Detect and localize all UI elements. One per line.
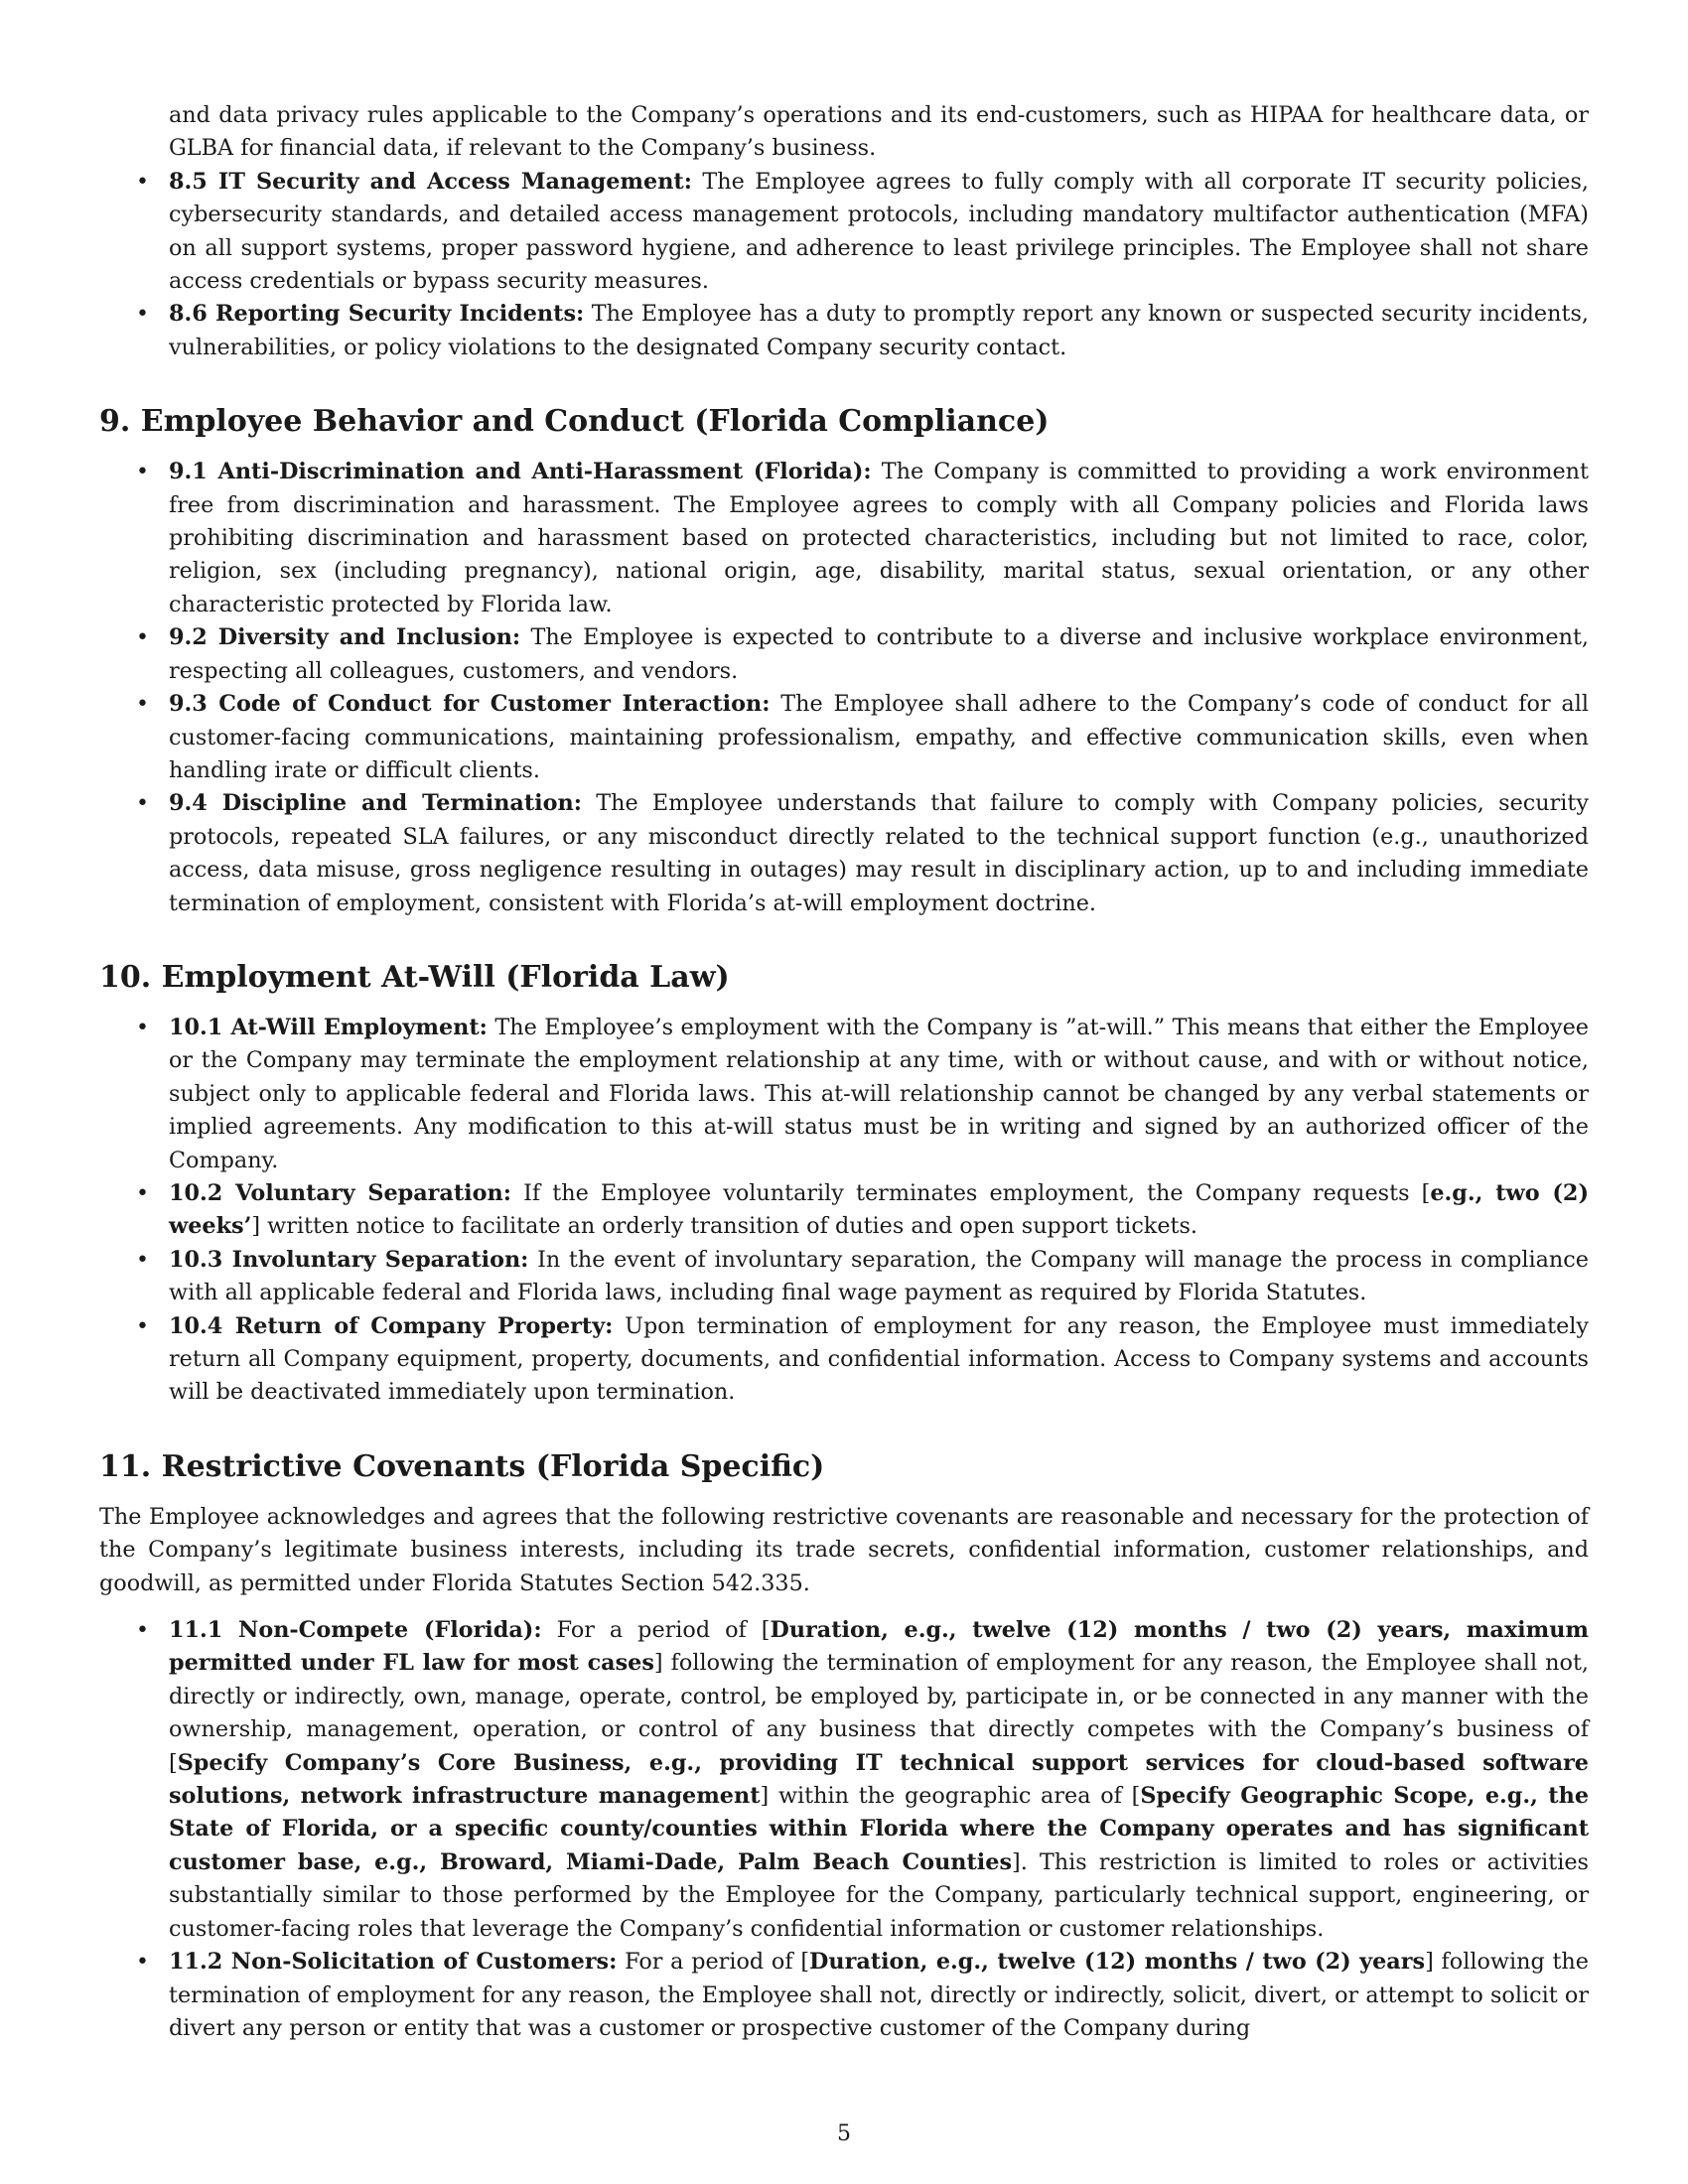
clause-text: Upon termination of employment for any reason, the Employee must immediately return all Company equipment, property, documents, and confidential information. Access to Company systems and accounts will be deactivated immediately upon termination. — [169, 1312, 1590, 1406]
clause-text: In the event of involuntary separation, the Company will manage the process in compliance with all applicable federal and Florida laws, including final wage payment as required by Florida Statutes. — [169, 1246, 1589, 1306]
section-11-intro: The Employee acknowledges and agrees that the following restrictive covenants are reasonable and necessary for the protection of the Company’s legitimate business interests, including its trade secrets, confidential information, customer relationships, and goodwill, as permitted under Florida Statutes Section 542.335. — [99, 1503, 1589, 1596]
clause-title: 10.3 Involuntary Separation: — [169, 1246, 529, 1273]
clause-10-2 — [99, 1177, 1589, 1244]
section-11-list — [99, 1614, 1589, 2045]
clause-text-cont: ] following the termination of employment for any reason, the Employee shall not, directly or indirectly, own, manage, operate, control, be employed by, participate in, or be connected in any manner with the ownership, management, operation, or control of any business that directly competes with the Company’s business of [ — [169, 1650, 1589, 1776]
clause-text: The Company is committed to providing a work environment free from discrimination and harassment. The Employee agrees to comply with all Company policies and Florida laws prohibiting discrimination and harassment based on protected characteristics, including but not limited to race, color, religion, sex (including pregnancy), national origin, age, disability, marital status, sexual orientation, or any other characteristic protected by Florida law. — [169, 459, 1590, 617]
clause-text: The Employee’s employment with the Company is ”at-will.” This means that either the Employee or the Company may terminate the employment relationship at any time, with or without cause, and with or without notice, subject only to applicable federal and Florida laws. This at-will relationship cannot be changed by any verbal statements or implied agreements. Any modification to this at-will status must be in writing and signed by an authorized officer of the Company. — [169, 1014, 1589, 1173]
clause-text: For a period of [ — [541, 1617, 771, 1644]
clause-9-2 — [99, 621, 1589, 688]
section-10-list — [99, 1012, 1589, 1410]
clause-11-2 — [99, 1946, 1589, 2045]
clause-text: and data privacy rules applicable to the Company’s operations and its end-customers, such as HIPAA for healthcare data, or GLBA for financial data, if relevant to the Company’s business. — [169, 102, 1589, 162]
section-9-list — [99, 456, 1589, 920]
clause-10-4 — [99, 1310, 1589, 1410]
clause-title: 9.1 Anti-Discrimination and Anti-Harassment (Florida): — [169, 459, 872, 485]
clause-text: The Employee agrees to fully comply with all corporate IT security policies, cybersecurity standards, and detailed access management protocols, including mandatory multifactor authentication (MFA) on all support systems, proper password hygiene, and adherence to least privilege principles. The Employee shall not share access credentials or bypass security measures. — [169, 168, 1589, 295]
clause-text-cont: ] within the geographic area of [ — [760, 1783, 1141, 1810]
placeholder-notice-period: e.g., two (2) weeks’ — [169, 1179, 1589, 1240]
clause-title: 9.3 Code of Conduct for Customer Interaction: — [169, 691, 771, 718]
clause-title: 9.2 Diversity and Inclusion: — [169, 624, 521, 651]
clause-title: 8.6 Reporting Security Incidents: — [169, 301, 585, 328]
clause-title: 10.1 At-Will Employment: — [169, 1014, 488, 1040]
placeholder-duration: Duration, e.g., twelve (12) months / two (2) years, maximum permitted under FL law for most cases — [169, 1617, 1589, 1677]
section-11-heading: 11. Restrictive Covenants (Florida Specific) — [99, 1448, 825, 1484]
clause-9-1 — [99, 456, 1589, 621]
section-8-continued-list — [99, 99, 1589, 364]
clause-text: The Employee shall adhere to the Company’s code of conduct for all customer-facing communications, maintaining professionalism, empathy, and effective communication skills, even when handling irate or difficult clients. — [169, 691, 1589, 783]
clause-9-4 — [99, 787, 1589, 920]
clause-text: For a period of [ — [617, 1949, 810, 1976]
clause-10-1 — [99, 1012, 1589, 1177]
clause-title: 9.4 Discipline and Termination: — [169, 790, 582, 817]
clause-text: The Employee is expected to contribute to a diverse and inclusive workplace environment, respecting all colleagues, customers, and vendors. — [169, 624, 1589, 684]
placeholder-duration: Duration, e.g., twelve (12) months / two (2) years — [809, 1949, 1426, 1976]
placeholder-core-business: Specify Company’s Core Business, e.g., providing IT technical support services for cloud-based software solutions, network infrastructure management — [169, 1749, 1589, 1810]
clause-8-5 — [99, 166, 1589, 299]
clause-text: The Employee understands that failure to comply with Company policies, security protocols, repeated SLA failures, or any misconduct directly related to the technical support function (e.g., unauthorized access, data misuse, gross negligence resulting in outages) may result in disciplinary action, up to and including immediate termination of employment, consistent with Florida’s at-will employment doctrine. — [169, 790, 1589, 916]
section-9-heading: 9. Employee Behavior and Conduct (Florida Compliance) — [99, 404, 1050, 440]
clause-8-6 — [99, 298, 1589, 364]
clause-title: 8.5 IT Security and Access Management: — [169, 168, 692, 195]
page-number: 5 — [837, 2121, 851, 2146]
placeholder-geographic-scope: Specify Geographic Scope, e.g., the State of Florida, or a specific county/counties within Florida where the Company operates and has significant customer base, e.g., Broward, Miami-Dade, Palm Beach Counties — [169, 1783, 1589, 1875]
clause-text-cont: ] following the termination of employment for any reason, the Employee shall not, directly or indirectly, solicit, divert, or attempt to solicit or divert any person or entity that was a customer or prospective customer of the Company during — [169, 1949, 1589, 2041]
clause-title: 10.4 Return of Company Property: — [169, 1312, 614, 1339]
clause-8-4-continued — [99, 99, 1589, 166]
section-10-heading: 10. Employment At-Will (Florida Law) — [99, 959, 730, 995]
clause-text: The Employee has a duty to promptly report any known or suspected security incidents, vulnerabilities, or policy violations to the designated Company security contact. — [169, 301, 1589, 360]
clause-title: 11.1 Non-Compete (Florida): — [169, 1617, 542, 1644]
clause-9-3 — [99, 688, 1589, 787]
clause-text-cont: ] written notice to facilitate an orderly transition of duties and open support tickets. — [251, 1213, 1198, 1240]
clause-title: 10.2 Voluntary Separation: — [169, 1179, 511, 1206]
clause-text-cont: ]. This restriction is limited to roles or activities substantially similar to those performed by the Employee for the Company, particularly technical support, engineering, or customer-facing roles that leverage the Company’s confidential information or customer relationships. — [169, 1848, 1589, 1942]
clause-10-3 — [99, 1244, 1589, 1310]
clause-text: If the Employee voluntarily terminates employment, the Company requests [ — [510, 1179, 1431, 1206]
clause-11-1 — [99, 1614, 1589, 1946]
clause-title: 11.2 Non-Solicitation of Customers: — [169, 1949, 618, 1976]
